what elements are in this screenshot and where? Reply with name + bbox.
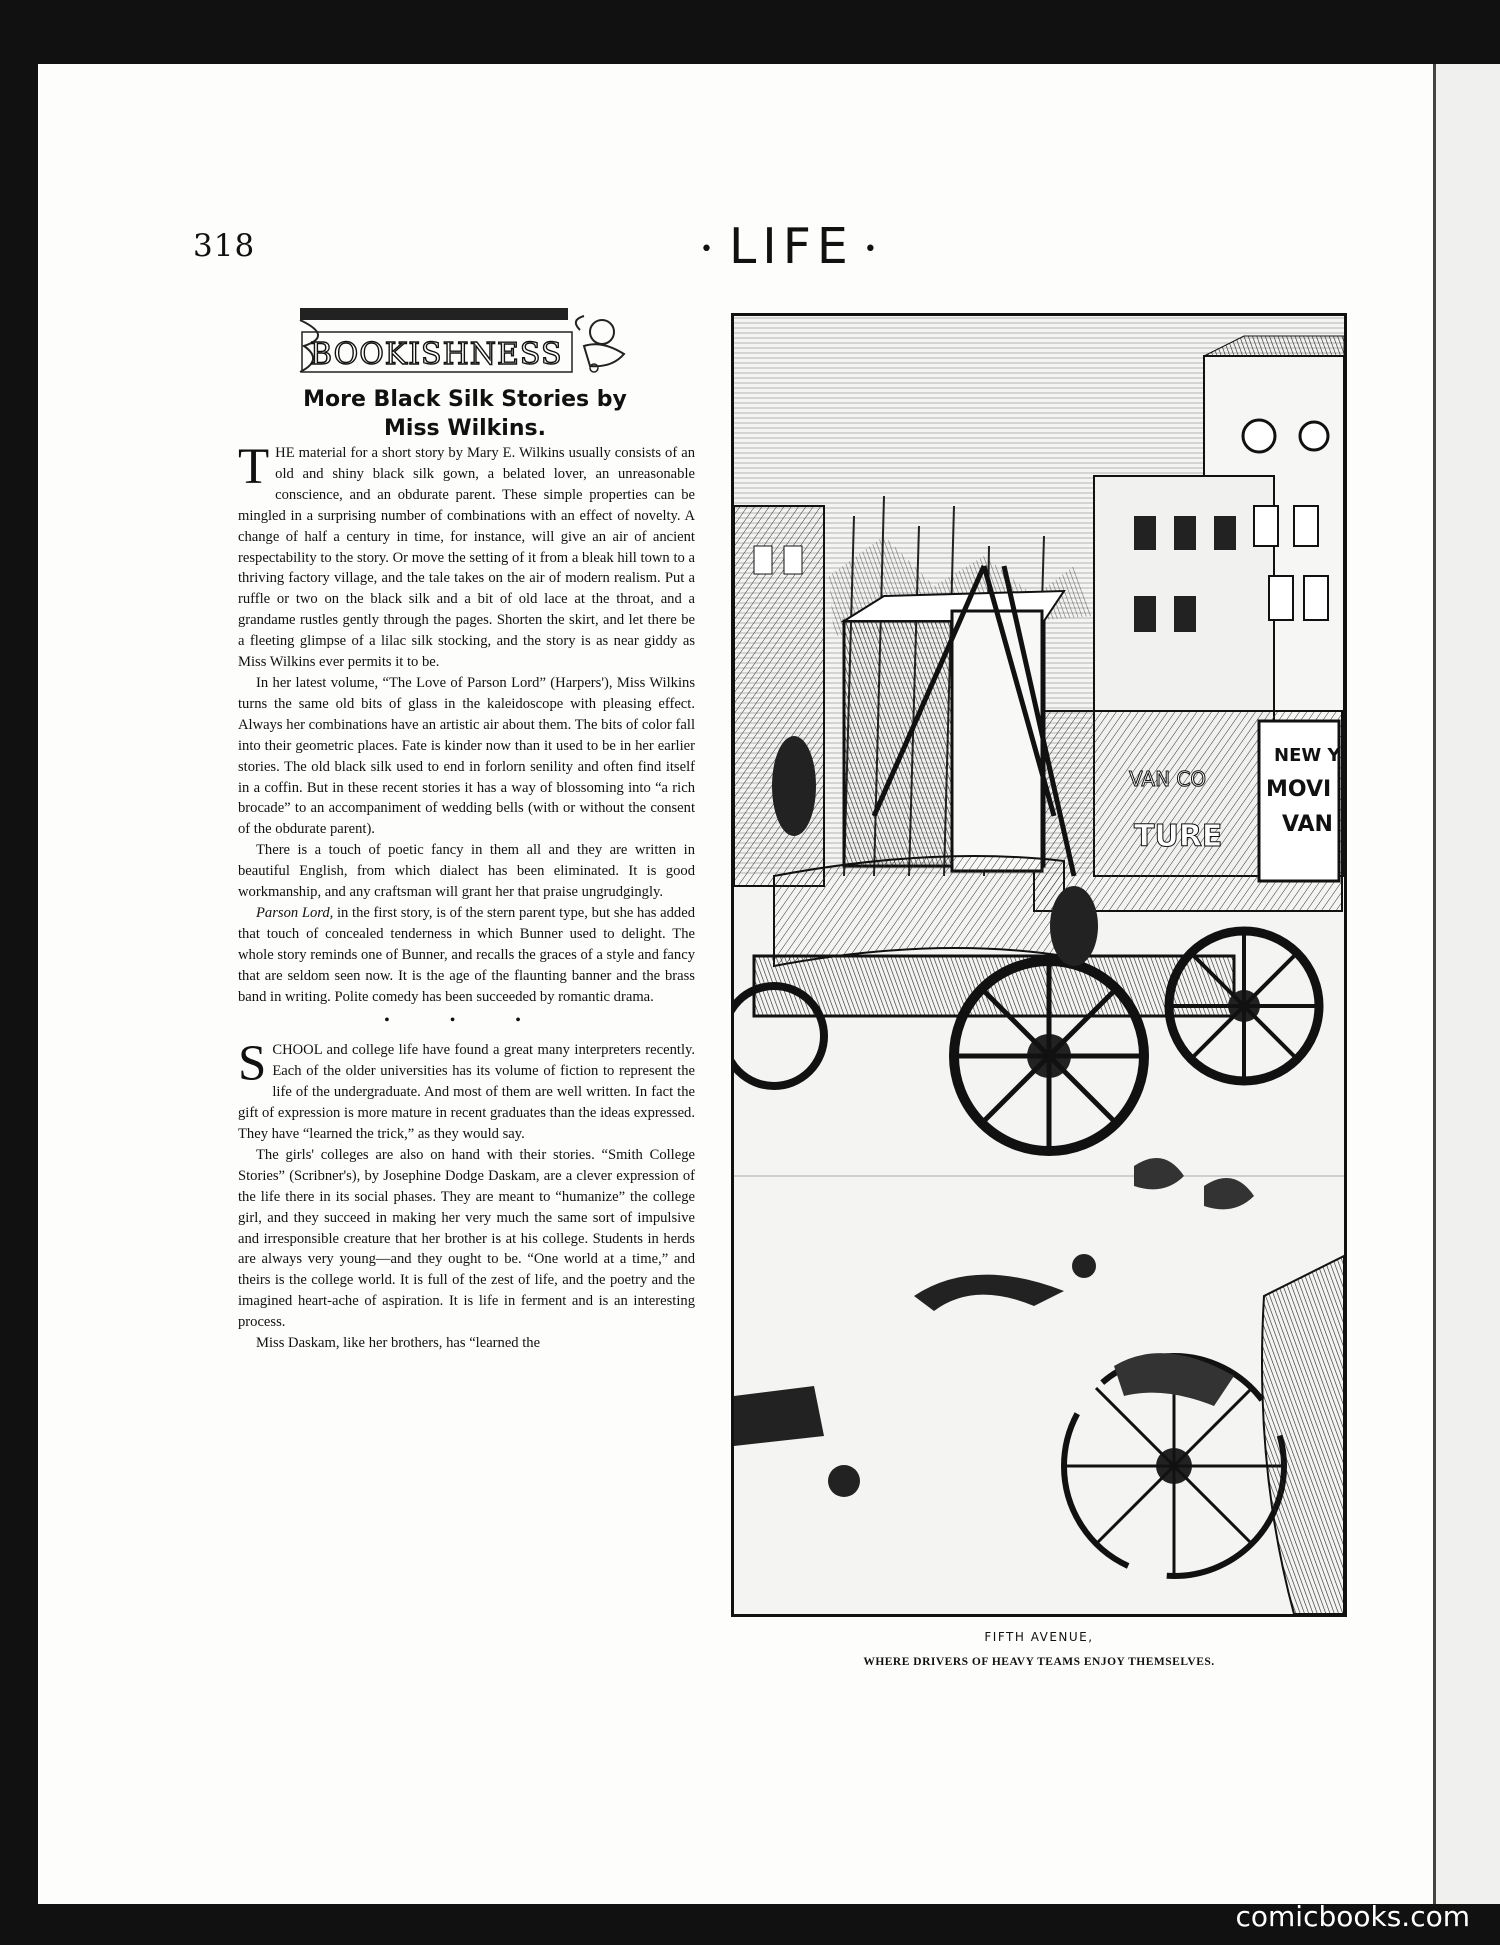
street-scene-engraving <box>734 316 1344 1614</box>
article-paragraph: The girls' colleges are also on hand with their stories. “Smith College Stories” (Scribner's), by Josephine Dodge Daskam, are a clever expression of the life there in its social phases. They are meant to “humanize” the college girl, and they succeed in making her very much the same sort of impulsive and irresponsible creature that her brother is at his college. Students in herds are always very young—and they ought to be. “One world at a time,” and theirs is the college world. It is full of the zest of life, and the poetry and the imagined heart-ache of aspiration. It is life in ferment and is an interesting process. <box>238 1146 695 1331</box>
article-paragraph: There is a touch of poetic fancy in them all and they are written in beautiful English, from which dialect has been eliminated. It is good workmanship, and any craftsman will grant her that praise ungrudgingly. <box>238 842 695 901</box>
article-paragraph: Miss Daskam, like her brothers, has “learned the <box>256 1335 541 1352</box>
paragraph-text: HE material for a short story by Mary E. Wilkins usually consists of an old and shiny black silk gown, a belated lover, an unreasonable conscience, and an obdurate parent. These simple properties can be mingled in a surprising number of combinations with an effect of novelty. A change of half a century in time, for instance, will give an air of ancient respectability to the story. Or move the setting of it from a bleak hill town to a thriving factory village, and the tale takes on the air of modern realism. Put a ruffle or two on the black silk and a bit of old lace at the throat, and a grandame rustles gently through the pages. Shorten the skirt, and let there be a fleeting glimpse of a lilac silk stocking, and the story is as near giddy as Miss Wilkins ever permits it to be. <box>238 445 695 671</box>
article-paragraph: In her latest volume, “The Love of Parson Lord” (Harpers'), Miss Wilkins turns the same old bits of glass in the kaleidoscope with pleasing effect. Always her combinations have an artistic air about them. The bits of color fall into their geometric places. Fate is kinder now than it used to be in her earlier stories. The old black silk used to end in forlorn senility and often find itself in a coffin. But in these recent stories it has a way of blossoming into “a rich brocade” to an accompaniment of wedding bells (with or without the consent of the obdurate parent). <box>238 674 695 838</box>
column-banner-text: BOOKISHNESS <box>310 337 563 372</box>
column-banner <box>294 306 634 378</box>
article-body <box>238 439 695 1354</box>
caption-subtitle: WHERE DRIVERS OF HEAVY TEAMS ENJOY THEMSELVES. <box>863 1656 1215 1668</box>
masthead <box>690 218 893 275</box>
dropped-hat <box>828 1465 860 1497</box>
paragraph-text: CHOOL and college life have found a great many interpreters recently. Each of the older universities has its volume of fiction to represent the life of the undergraduate. And most of them are well written. In fact the gift of expression is more mature in recent graduates than the ideas expressed. They have “learned the trick,” as they would say. <box>238 1042 695 1142</box>
headline-line-1: More Black Silk Stories by <box>303 387 627 412</box>
wagon-wheel-front <box>954 961 1144 1151</box>
wagon-wheel-rear <box>1169 931 1319 1081</box>
masthead-dot-left: • <box>700 237 719 262</box>
article-paragraph <box>238 903 695 1008</box>
section-ornament: • • • <box>384 1012 549 1030</box>
cherub-icon <box>590 320 614 344</box>
masthead-dot-right: • <box>863 237 883 262</box>
caption-title: FIFTH AVENUE, <box>984 1630 1094 1644</box>
article-headline <box>230 385 700 443</box>
drop-cap: T <box>238 439 270 495</box>
masthead-title: LIFE <box>728 218 854 275</box>
article-paragraph <box>238 1036 695 1145</box>
next-page-edge <box>1436 64 1500 1904</box>
page-number: 318 <box>193 228 256 264</box>
headline-line-2: Miss Wilkins. <box>384 416 546 441</box>
van-lettering-1: VAN CO <box>1129 767 1207 791</box>
van-sign-line-1: NEW Y <box>1274 745 1341 766</box>
illustration <box>731 313 1347 1617</box>
watermark: comicbooks.com <box>1235 1900 1470 1933</box>
fallen-man <box>914 1275 1064 1311</box>
drop-cap: S <box>238 1036 267 1093</box>
italic-title: Parson Lord, <box>256 904 334 921</box>
paragraph-text: in the first story, is of the stern parent type, but she has added that touch of concealed tenderness in which Bunner used to delight. The whole story reminds one of Bunner, and recalls the graces of a style and fancy that are seldom seen now. It is the age of the flaunting banner and the brass band in writing. Polite comedy has been succeeded by romantic drama. <box>238 904 695 1005</box>
van-lettering-2: TURE <box>1134 819 1223 854</box>
van-sign-line-2: MOVI <box>1266 777 1332 802</box>
article-paragraph <box>238 439 695 673</box>
van-sign-line-3: VAN <box>1282 812 1333 837</box>
